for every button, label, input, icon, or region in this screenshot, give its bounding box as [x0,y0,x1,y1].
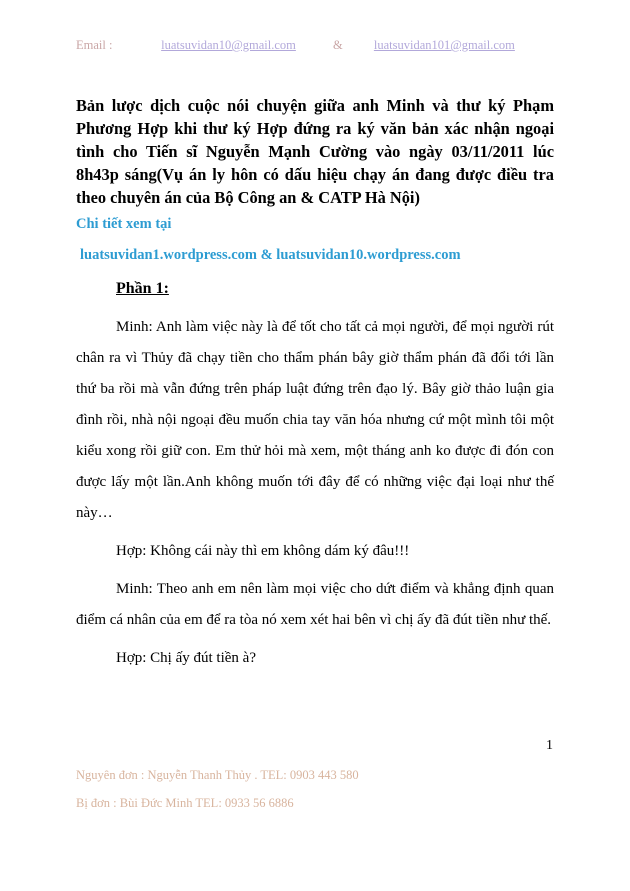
paragraph: Minh: Anh làm việc này là để tốt cho tất cả mọi người, để mọi người rút chân ra vì Thủy đã chạy tiền cho thẩm phán bây giờ thẩm phán đã đổi tới lần thứ ba rồi mà vẫn đứng trên pháp luật đứng trên đạo lý. Bây giờ thảo luận gia đình rồi, nhà nội ngoại đều muốn chia tay văn hóa nhưng cứ một mình tôi một kiểu xong rồi giữ con. Em thử hỏi mà xem, một tháng anh ko được đi đón con được lấy một lần.Anh không muốn tới đây để có những việc đại loại như thế này… [76,319,554,521]
detail-links[interactable]: luatsuvidan1.wordpress.com & luatsuvidan10.wordpress.com [80,247,461,263]
footer-plaintiff: Nguyên đơn : Nguyễn Thanh Thủy . TEL: 0903 443 580 [76,768,359,782]
paragraph: Minh: Theo anh em nên làm mọi việc cho dứt điểm và khẳng định quan điểm cá nhân của em để ra tòa nó xem xét hai bên vì chị ấy đã đút tiền như thế. [76,581,554,628]
section-title: Phần 1: [116,280,169,297]
email-separator: & [333,38,343,52]
transcript-body [76,312,554,681]
paragraph: Hợp: Chị ấy đút tiền à? [116,650,256,666]
detail-label: Chi tiết xem tại [76,216,172,232]
document-title: Bản lược dịch cuộc nói chuyện giữa anh Minh và thư ký Phạm Phương Hợp khi thư ký Hợp đứng ra ký văn bản xác nhận ngoại tình cho Tiến sĩ Nguyễn Mạnh Cường vào ngày 03/11/2011 lúc 8h43p sáng(Vụ án ly hôn có dấu hiệu chạy án đang được điều tra theo chuyên án của Bộ Công an & CATP Hà Nội) [76,96,554,207]
email-header [76,38,515,53]
email-link-1[interactable]: luatsuvidan10@gmail.com [161,38,296,52]
paragraph: Hợp: Không cái này thì em không dám ký đâu!!! [116,543,410,559]
footer-defendant: Bị đơn : Bùi Đức Minh TEL: 0933 56 6886 [76,796,294,810]
email-link-2[interactable]: luatsuvidan101@gmail.com [373,38,515,52]
email-label: Email : [76,38,113,52]
page-number: 1 [546,738,553,753]
